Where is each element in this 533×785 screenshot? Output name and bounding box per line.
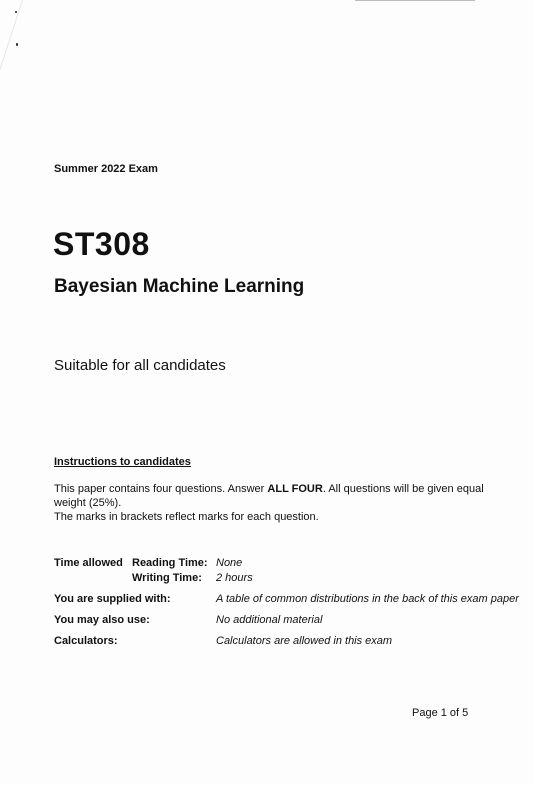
- course-code: ST308: [53, 226, 150, 262]
- also-use-label: You may also use:: [54, 614, 150, 626]
- scan-artifact-line: [355, 0, 475, 1]
- scan-artifact-edge: [0, 0, 23, 90]
- writing-time-label: Writing Time:: [132, 572, 202, 584]
- supplied-label: You are supplied with:: [54, 593, 171, 605]
- scan-artifact-dot: [15, 11, 17, 13]
- reading-time-label: Reading Time:: [132, 557, 208, 569]
- scan-artifact-dot: [16, 43, 18, 46]
- page-number: Page 1 of 5: [412, 707, 469, 719]
- instructions-text: . All questions will be given equal weight (25%).: [54, 483, 484, 509]
- time-allowed-label: Time allowed: [54, 557, 123, 569]
- instructions-body: [54, 482, 494, 524]
- supplied-value: A table of common distributions in the back of this exam paper: [216, 593, 519, 605]
- instructions-text: This paper contains four questions. Answer: [54, 483, 268, 495]
- calculators-label: Calculators:: [54, 635, 118, 647]
- instructions-marks-note: The marks in brackets reflect marks for each question.: [54, 511, 319, 523]
- calculators-value: Calculators are allowed in this exam: [216, 635, 393, 647]
- instructions-emphasis: ALL FOUR: [267, 483, 323, 495]
- exam-session: Summer 2022 Exam: [54, 163, 158, 175]
- reading-time-value: None: [216, 557, 243, 569]
- writing-time-value: 2 hours: [216, 572, 253, 584]
- course-title: Bayesian Machine Learning: [54, 276, 305, 297]
- also-use-value: No additional material: [216, 614, 323, 626]
- suitability-note: Suitable for all candidates: [54, 357, 226, 374]
- instructions-heading: Instructions to candidates: [54, 456, 191, 468]
